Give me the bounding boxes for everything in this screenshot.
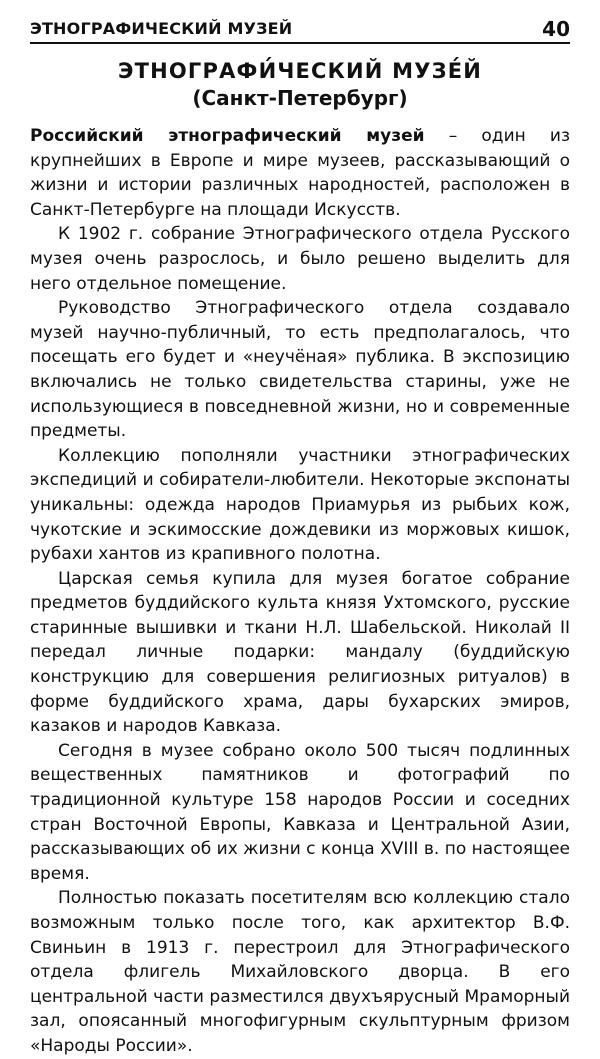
running-title: ЭТНОГРАФИЧЕСКИЙ МУЗЕЙ: [30, 19, 293, 38]
page-number: 40: [542, 17, 570, 41]
header-rule: [30, 42, 570, 44]
page-header: [30, 12, 570, 42]
paragraph-1-text: – один из крупнейших в Европе и мире музеев, рассказывающий о жизни и истории различных народностей, расположен в Санкт-Петербурге на площади Искусств.: [30, 126, 570, 220]
lead-term: Российский этнографический музей: [30, 126, 425, 146]
article-title: ЭТНОГРАФИ́ЧЕСКИЙ МУЗЕ́Й: [117, 59, 483, 83]
article-subtitle: (Санкт-Петербург): [192, 86, 408, 110]
article-title-block: [30, 58, 570, 112]
paragraph-5: Царская семья купила для музея богатое собрание предметов буддийского культа князя Ухтомского, русские старинные вышивки и ткани Н.Л. Шабельской. Николай II передал личные подарки: мандалу (буддийскую конструкцию для совершения религиозных ритуалов) в форме буддийского храма, дары бухарских эмиров, казаков и народов Кавказа.: [30, 568, 570, 737]
paragraph-7: Полностью показать посетителям всю коллекцию стало возможным только после того, как архитектор В.Ф. Свиньин в 1913 г. перестроил для Этнографического отдела флигель Михайловского дворца. В его центральной части разместился двухъярусный Мраморный зал, опоясанный многофигурным скульптурным фризом «Народы России».: [30, 888, 570, 1056]
article-body: [30, 124, 570, 1059]
paragraph-4: Коллекцию пополняли участники этнографических экспедиций и собиратели-любители. Некоторые экспонаты уникальны: одежда народов Приамурья из рыбьих кож, чукотские и эскимосские дождевики из моржовых кишок, рубахи хантов из крапивного полотна.: [30, 445, 570, 565]
paragraph-1: [30, 124, 570, 222]
paragraph-6: Сегодня в музее собрано около 500 тысяч подлинных вещественных памятников и фотографий по традиционной культуре 158 народов России и соседних стран Восточной Европы, Кавказа и Центральной Азии, рассказывающих об их жизни с конца XVIII в. по настоящее время.: [30, 740, 570, 884]
paragraph-2: К 1902 г. собрание Этнографического отдела Русского музея очень разрослось, и было решено выделить для него отдельное помещение.: [30, 224, 570, 294]
paragraph-3: Руководство Этнографического отдела создавало музей научно-публичный, то есть предполагалось, что посещать его будет и «неучёная» публика. В экспозицию включались не только свидетельства старины, уже не использующиеся в повседневной жизни, но и современные предметы.: [30, 298, 570, 442]
